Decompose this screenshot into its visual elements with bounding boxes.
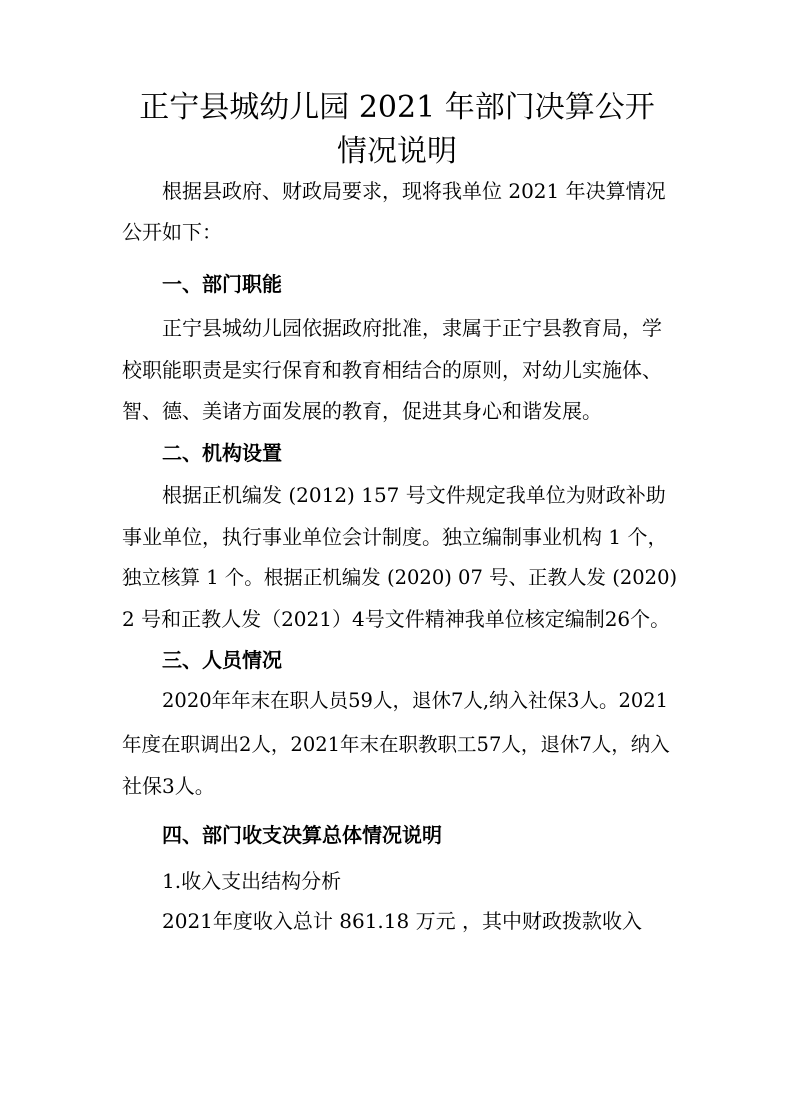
section3-line-1: 2020年年末在职人员59人，退休7人,纳入社保3人。2021 (162, 689, 669, 712)
section1-line-1: 正宁县城幼儿园依据政府批准，隶属于正宁县教育局，学 (162, 316, 662, 340)
section1-line-2: 校职能职责是实行保育和教育相结合的原则，对幼儿实施体、 (122, 358, 662, 382)
section1-line-3: 智、德、美诸方面发展的教育，促进其身心和谐发展。 (122, 399, 602, 423)
section2-line-3: 独立核算 1 个。根据正机编发 (2020) 07 号、正教人发 (2020) (122, 566, 678, 589)
section2-line-2: 事业单位，执行事业单位会计制度。独立编制事业机构 1 个， (122, 525, 668, 549)
section-heading-budget-overview: 四、部门收支决算总体情况说明 (162, 823, 442, 847)
section3-line-3: 社保3人。 (122, 774, 215, 798)
section3-line-2: 年度在职调出2人，2021年末在职教职工57人，退休7人，纳入 (122, 733, 670, 756)
section2-line-1: 根据正机编发 (2012) 157 号文件规定我单位为财政补助 (162, 483, 666, 507)
section-heading-functions: 一、部门职能 (162, 272, 282, 296)
intro-line-1: 根据县政府、财政局要求，现将我单位 2021 年决算情况 (162, 179, 666, 203)
section-heading-organization: 二、机构设置 (162, 441, 282, 465)
section4-subheading: 1.收入支出结构分析 (162, 869, 342, 893)
section-heading-personnel: 三、人员情况 (162, 648, 282, 672)
document-title-line-2: 情况说明 (337, 134, 457, 169)
intro-line-2: 公开如下： (122, 220, 222, 244)
section4-line-1: 2021年度收入总计 861.18 万元 ，其中财政拨款收入 (162, 909, 642, 933)
document-title-line-1: 正宁县城幼儿园 2021 年部门决算公开 (139, 90, 655, 125)
section2-line-4: 2 号和正教人发（2021）4号文件精神我单位核定编制26个。 (122, 607, 671, 631)
